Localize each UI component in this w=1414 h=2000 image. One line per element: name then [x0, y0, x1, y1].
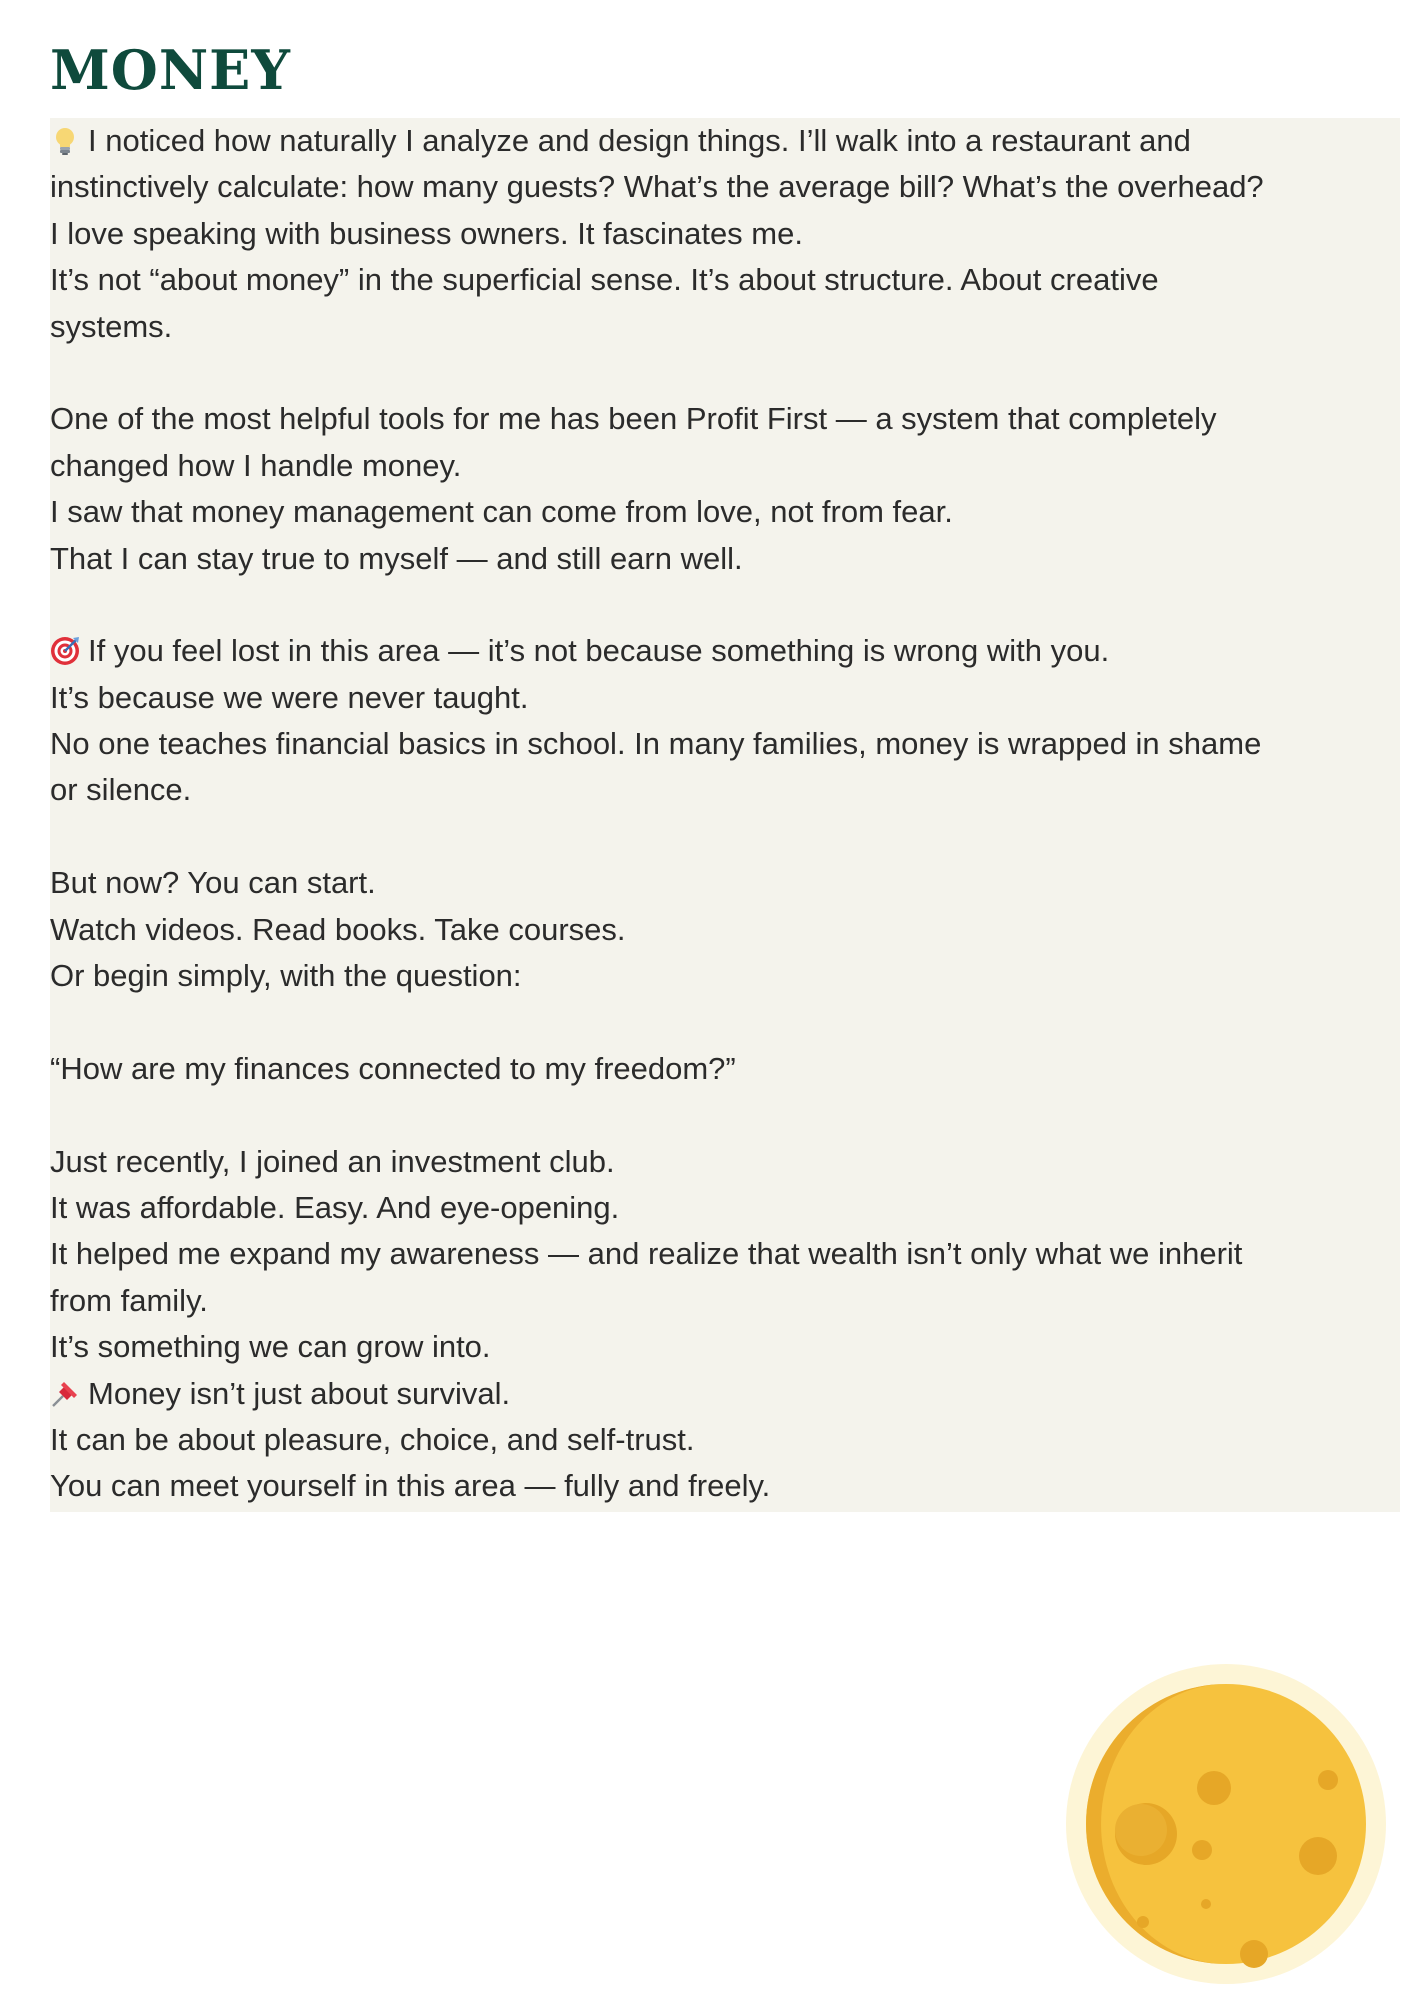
paragraph-line [50, 628, 1400, 674]
paragraph-line [50, 304, 1400, 350]
paragraph-line [50, 1324, 1400, 1370]
paragraph-line [50, 907, 1400, 953]
paragraph-line [50, 999, 1400, 1045]
line-text: No one teaches financial basics in school. In many families, money is wrapped in shame [50, 726, 1262, 762]
pushpin-icon [50, 1376, 80, 1406]
line-text: or silence. [50, 772, 192, 808]
paragraph-line [50, 211, 1400, 257]
line-text: “How are my finances connected to my freedom?” [50, 1050, 736, 1086]
line-text: It was affordable. Easy. And eye-opening. [50, 1189, 620, 1225]
line-text: It’s because we were never taught. [50, 679, 529, 715]
line-text: It’s not “about money” in the superficial sense. It’s about structure. About creative [50, 262, 1159, 298]
line-text: Money isn’t just about survival. [88, 1375, 511, 1411]
paragraph-line [50, 1278, 1400, 1324]
paragraph-line [50, 257, 1400, 303]
line-text: You can meet yourself in this area — fully and freely. [50, 1468, 771, 1504]
line-text: If you feel lost in this area — it’s not because something is wrong with you. [88, 633, 1110, 669]
paragraph-line [50, 443, 1400, 489]
line-text: It helped me expand my awareness — and realize that wealth isn’t only what we inherit [50, 1236, 1243, 1272]
paragraph-line [50, 1231, 1400, 1277]
moon-illustration [1066, 1664, 1386, 1984]
paragraph-line [50, 767, 1400, 813]
line-text: Watch videos. Read books. Take courses. [50, 911, 626, 947]
paragraph-line [50, 1185, 1400, 1231]
paragraph-line [50, 953, 1400, 999]
line-text: from family. [50, 1282, 208, 1318]
paragraph-line [50, 1139, 1400, 1185]
lightbulb-icon [50, 123, 80, 153]
line-text: Just recently, I joined an investment club. [50, 1143, 615, 1179]
moon-icon [1066, 1664, 1386, 1984]
line-text: instinctively calculate: how many guests? What’s the average bill? What’s the overhead? [50, 169, 1264, 205]
paragraph-line [50, 1463, 1400, 1509]
line-text: One of the most helpful tools for me has been Profit First — a system that completely [50, 401, 1217, 437]
paragraph-line [50, 536, 1400, 582]
paragraph-line [50, 860, 1400, 906]
line-text: Or begin simply, with the question: [50, 958, 522, 994]
paragraph-line [50, 118, 1400, 164]
target-icon [50, 633, 80, 663]
paragraph-line [50, 814, 1400, 860]
paragraph-line [50, 1371, 1400, 1417]
paragraph-line [50, 582, 1400, 628]
paragraph-line [50, 350, 1400, 396]
line-text: It’s something we can grow into. [50, 1329, 491, 1365]
page-title: MONEY [50, 38, 291, 102]
paragraph-line [50, 1417, 1400, 1463]
line-text: I saw that money management can come from love, not from fear. [50, 494, 953, 530]
text-block [50, 118, 1400, 1512]
line-text: changed how I handle money. [50, 447, 462, 483]
paragraph-line [50, 1046, 1400, 1092]
line-text: But now? You can start. [50, 865, 376, 901]
paragraph-line [50, 721, 1400, 767]
paragraph-line [50, 164, 1400, 210]
line-text: It can be about pleasure, choice, and self-trust. [50, 1421, 695, 1457]
line-text: I noticed how naturally I analyze and design things. I’ll walk into a restaurant and [88, 123, 1191, 158]
paragraph-line [50, 489, 1400, 535]
line-text: systems. [50, 308, 173, 344]
line-text: I love speaking with business owners. It fascinates me. [50, 215, 803, 251]
paragraph-line [50, 675, 1400, 721]
line-text: That I can stay true to myself — and still earn well. [50, 540, 743, 576]
paragraph-line [50, 396, 1400, 442]
paragraph-line [50, 1092, 1400, 1138]
